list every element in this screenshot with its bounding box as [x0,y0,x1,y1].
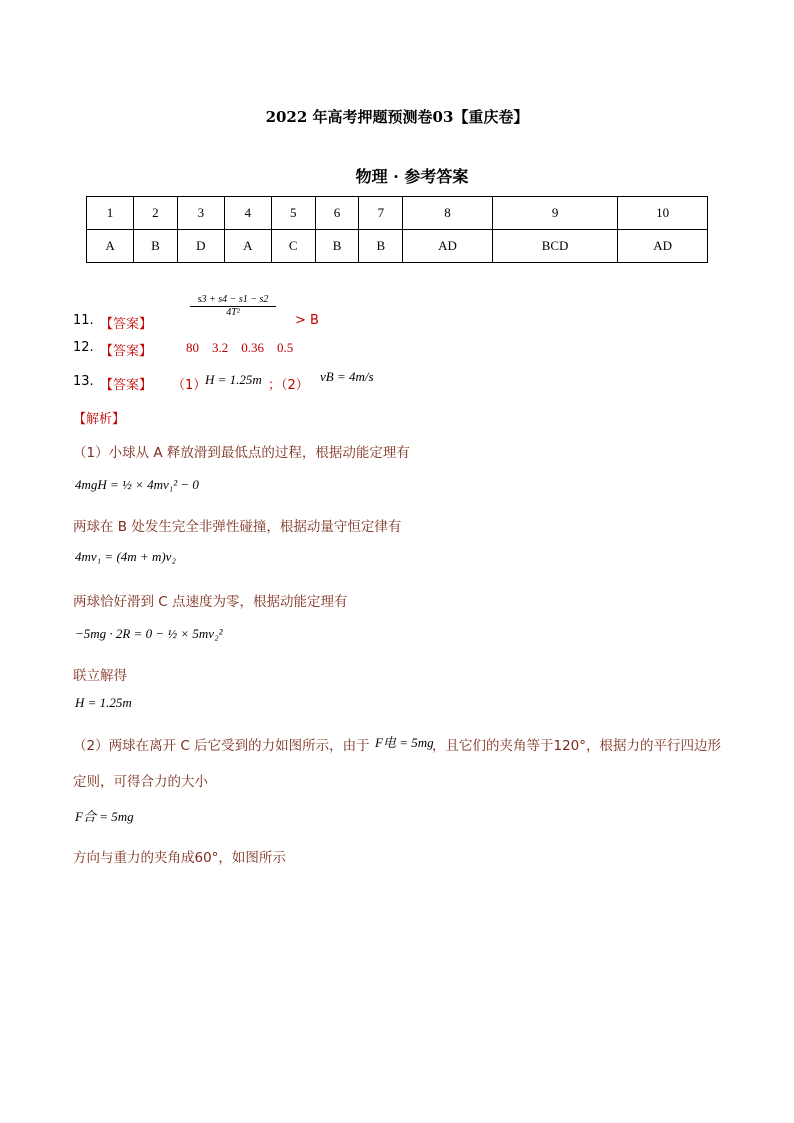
q11-answer-label: 【答案】 [100,317,153,332]
analysis-line-5c: ，且它们的夹角等于120°，根据力的平行四边形 [432,738,722,754]
table-cell: 5 [271,197,315,230]
table-cell: AD [618,230,708,263]
table-cell: 1 [87,197,134,230]
equation-2: 4mv₁ = (4m + m)v₂ [75,549,176,564]
q11-answer-tail: > B [295,313,319,328]
table-cell: 3 [177,197,224,230]
analysis-line-1: （1）小球从 A 释放滑到最低点的过程，根据动能定理有 [73,445,410,461]
q12-number: 12. [73,340,94,355]
answer-table [86,196,708,263]
table-cell: 8 [403,197,493,230]
q11-fraction [190,294,276,318]
table-cell: 4 [224,197,271,230]
table-cell: 9 [492,197,618,230]
table-row-answers [87,230,708,263]
page-subtitle: 物理 · 参考答案 [355,167,469,186]
table-cell: 2 [134,197,178,230]
table-cell: B [315,230,359,263]
table-cell: D [177,230,224,263]
table-cell: A [224,230,271,263]
q13-part1-answer: H = 1.25m [205,372,262,387]
equation-3: −5mg · 2R = 0 − ½ × 5mv₂² [75,626,223,641]
table-cell: 10 [618,197,708,230]
q13-answer-label: 【答案】 [100,378,153,393]
table-cell: BCD [492,230,618,263]
q11-number: 11. [73,313,94,328]
analysis-line-3: 两球恰好滑到 C 点速度为零，根据动能定理有 [73,594,348,610]
equation-force: F电 = 5mg [375,735,434,750]
q13-separator: ；（2） [268,378,309,393]
table-cell: AD [403,230,493,263]
table-cell: C [271,230,315,263]
analysis-line-5a: （2）两球在离开 C 后它受到的力如图所示，由于 [73,738,370,754]
analysis-line-7: 方向与重力的夹角成60°，如图所示 [73,850,286,866]
page-title: 2022 年高考押题预测卷03【重庆卷】 [265,108,529,126]
q11-fraction-denominator: 4T² [226,307,240,318]
q12-answer-values: 80 3.2 0.36 0.5 [186,340,294,355]
analysis-line-6: 定则，可得合力的大小 [73,774,208,790]
analysis-line-4: 联立解得 [73,668,127,684]
equation-4: H = 1.25m [75,695,132,710]
q12-answer-label: 【答案】 [100,344,153,359]
table-cell: 7 [359,197,403,230]
q11-fraction-numerator: s3 + s4 − s1 − s2 [190,294,276,307]
table-cell: B [134,230,178,263]
table-row-numbers [87,197,708,230]
equation-1: 4mgH = ½ × 4mv₁² − 0 [75,477,199,492]
table-cell: 6 [315,197,359,230]
table-cell: A [87,230,134,263]
table-cell: B [359,230,403,263]
analysis-label: 【解析】 [73,412,126,427]
q13-number: 13. [73,374,94,389]
q13-part2-answer: vB = 4m/s [320,369,374,384]
q13-part1-prefix: （1） [172,378,207,393]
analysis-line-2: 两球在 B 处发生完全非弹性碰撞，根据动量守恒定律有 [73,519,402,535]
equation-5: F合 = 5mg [75,809,134,824]
